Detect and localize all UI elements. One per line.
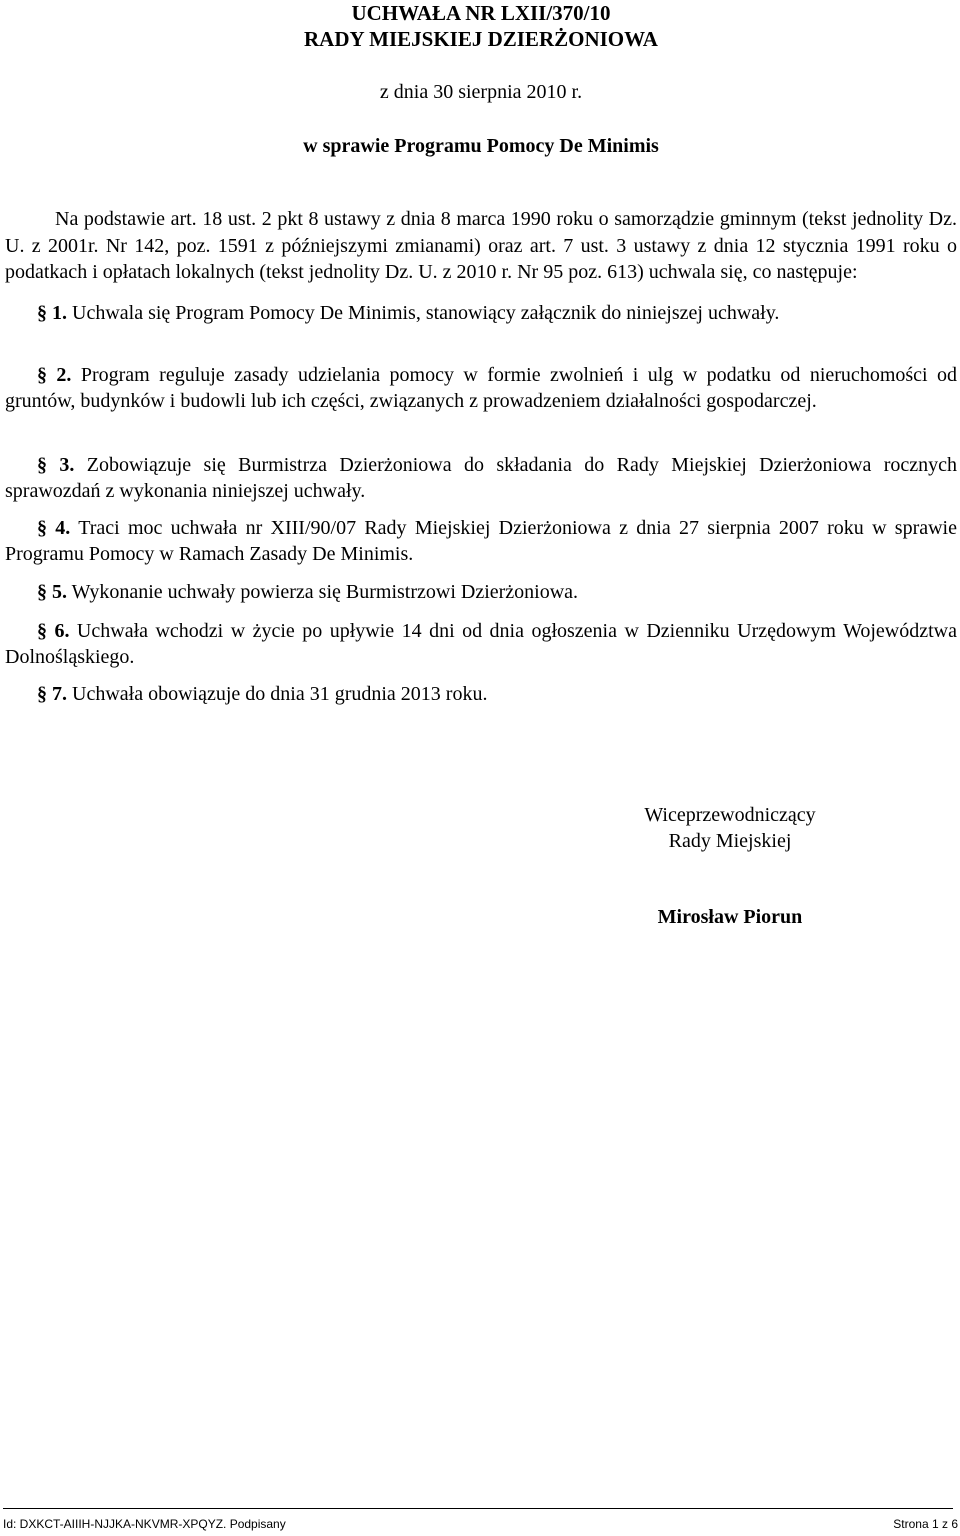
section-number: § 4. [37,517,71,539]
signatory-name: Mirosław Piorun [657,906,803,928]
section-number: § 1. [37,302,67,324]
section-text: Wykonanie uchwały powierza się Burmistrzowi Dzierżoniowa. [67,581,579,603]
section-text: Uchwała obowiązuje do dnia 31 grudnia 2013 roku. [67,683,488,705]
section-number: § 7. [37,683,67,705]
section-text: Uchwala się Program Pomocy De Minimis, stanowiący załącznik do niniejszej uchwały. [67,302,780,324]
section-3 [5,452,957,504]
section-5 [5,579,957,605]
page-number: Strona 1 z 6 [893,1517,958,1531]
section-4 [5,515,957,567]
section-7 [5,681,957,707]
section-number: § 6. [37,620,70,642]
resolution-number: UCHWAŁA NR LXII/370/10 [351,1,611,25]
section-text: Traci moc uchwała nr XIII/90/07 Rady Miejskiej Dzierżoniowa z dnia 27 sierpnia 2007 roku w sprawie Programu Pomocy w Ramach Zasady De Minimis. [5,517,957,565]
section-number: § 3. [37,454,75,476]
resolution-date: z dnia 30 sierpnia 2010 r. [379,81,583,103]
legal-basis-preamble: Na podstawie art. 18 ust. 2 pkt 8 ustawy z dnia 8 marca 1990 roku o samorządzie gminnym (tekst jednolity Dz. U. z 2001r. Nr 142, poz. 1591 z późniejszymi zmianami) oraz art. 7 ust. 3 ustawy z dnia 12 stycznia 1991 roku o podatkach i opłatach lokalnych (tekst jednolity Dz. U. z 2010 r. Nr 95 poz. 613) uchwala się, co następuje: [5,208,957,283]
section-1 [5,300,957,326]
document-page [5,0,957,1536]
section-text: Program reguluje zasady udzielania pomocy w formie zwolnień i ulg w podatku od nieruchomości od gruntów, budynków i budowli lub ich części, związanych z prowadzeniem działalności gospodarczej. [5,364,958,412]
section-6 [5,618,957,670]
section-number: § 5. [37,581,67,603]
section-number: § 2. [37,364,72,386]
document-id: Id: DXKCT-AIIIH-NJJKA-NKVMR-XPQYZ. Podpisany [3,1517,286,1531]
section-2 [5,362,957,414]
signatory-body: Rady Miejskiej [668,830,792,852]
resolution-subject: w sprawie Programu Pomocy De Minimis [303,135,659,157]
council-name: RADY MIEJSKIEJ DZIERŻONIOWA [304,27,658,51]
section-text: Uchwała wchodzi w życie po upływie 14 dni od dnia ogłoszenia w Dzienniku Urzędowym Województwa Dolnośląskiego. [5,620,957,668]
footer-divider [3,1508,953,1509]
signatory-role: Wiceprzewodniczący [644,804,816,826]
section-text: Zobowiązuje się Burmistrza Dzierżoniowa do składania do Rady Miejskiej Dzierżoniowa rocznych sprawozdań z wykonania niniejszej uchwały. [5,454,958,502]
